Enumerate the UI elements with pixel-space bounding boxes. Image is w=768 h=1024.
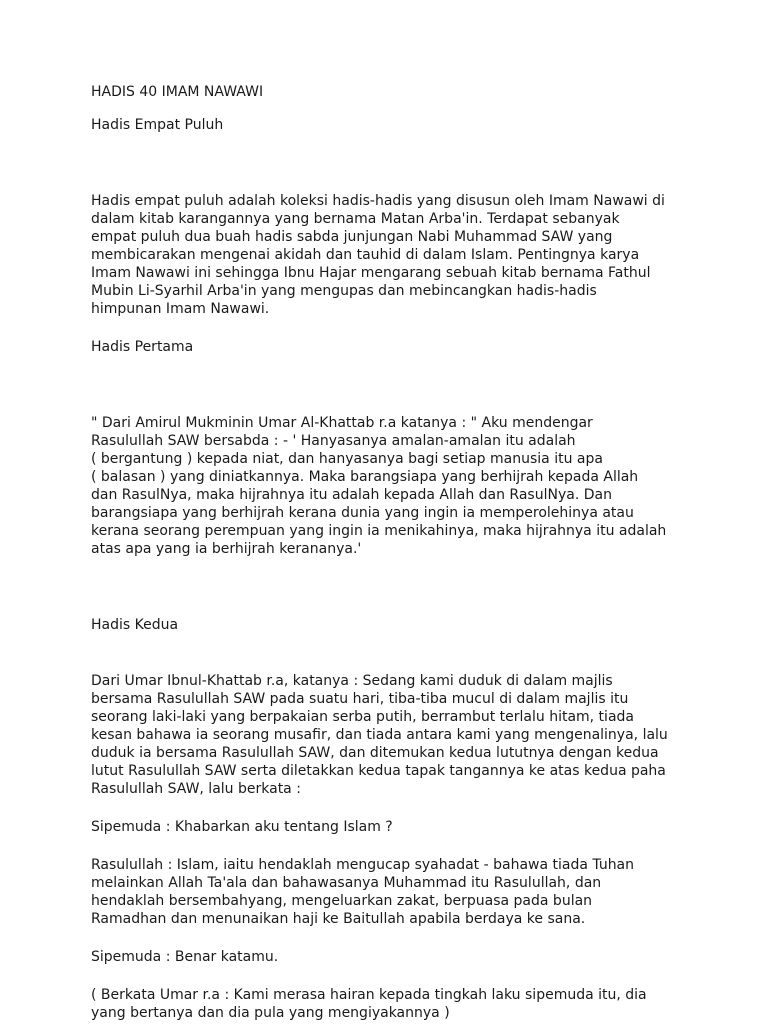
intro-line: Hadis empat puluh adalah koleksi hadis-hadis yang disusun oleh Imam Nawawi di [91, 193, 665, 209]
hadis-1-line: dan RasulNya, maka hijrahnya itu adalah kepada Allah dan RasulNya. Dan [91, 487, 612, 503]
dialog-umar-note [91, 986, 708, 1022]
hadis-2-line: seorang laki-laki yang berpakaian serba putih, berrambut terlalu hitam, tiada [91, 709, 634, 725]
hadis-2-line: duduk ia bersama Rasulullah SAW, dan ditemukan kedua lututnya dengan kedua [91, 745, 659, 761]
hadis-1-line: ( bergantung ) kepada niat, dan hanyasanya bagi setiap manusia itu apa [91, 451, 603, 467]
hadis-pertama-paragraph [91, 414, 708, 558]
hadis-1-line: kerana seorang perempuan yang ingin ia menikahinya, maka hijrahnya itu adalah [91, 523, 667, 539]
intro-line: empat puluh dua buah hadis sabda junjungan Nabi Muhammad SAW yang [91, 229, 613, 245]
dialog-rasulullah-answer [91, 856, 708, 928]
hadis-kedua-paragraph [91, 672, 708, 798]
hadis-1-line: Rasulullah SAW bersabda : - ' Hanyasanya amalan-amalan itu adalah [91, 433, 576, 449]
dialog-2-line: Rasulullah : Islam, iaitu hendaklah mengucap syahadat - bahawa tiada Tuhan [91, 857, 635, 873]
intro-line: Imam Nawawi ini sehingga Ibnu Hajar mengarang sebuah kitab bernama Fathul [91, 265, 651, 281]
dialog-sipemuda-confirm: Sipemuda : Benar katamu. [91, 949, 279, 965]
dialog-4-line: ( Berkata Umar r.a : Kami merasa hairan kepada tingkah laku sipemuda itu, dia [91, 987, 647, 1003]
hadis-2-line: lutut Rasulullah SAW serta diletakkan kedua tapak tangannya ke atas kedua paha [91, 763, 666, 779]
hadis-1-line: barangsiapa yang berhijrah kerana dunia yang ingin ia memperolehinya atau [91, 505, 634, 521]
hadis-1-line: ( balasan ) yang diniatkannya. Maka barangsiapa yang berhijrah kepada Allah [91, 469, 639, 485]
hadis-1-line: " Dari Amirul Mukminin Umar Al-Khattab r.a katanya : " Aku mendengar [91, 415, 593, 431]
intro-line: Mubin Li-Syarhil Arba'in yang mengupas dan mebincangkan hadis-hadis [91, 283, 597, 299]
heading-hadis-pertama: Hadis Pertama [91, 339, 194, 355]
dialog-2-line: Ramadhan dan menunaikan haji ke Baitullah apabila berdaya ke sana. [91, 911, 586, 927]
document-title: HADIS 40 IMAM NAWAWI [91, 84, 264, 100]
document-subtitle: Hadis Empat Puluh [91, 117, 224, 133]
intro-line: membicarakan mengenai akidah dan tauhid di dalam Islam. Pentingnya karya [91, 247, 640, 263]
hadis-2-line: kesan bahawa ia seorang musafir, dan tiada antara kami yang mengenalinya, lalu [91, 727, 668, 743]
hadis-2-line: bersama Rasulullah SAW pada suatu hari, tiba-tiba mucul di dalam majlis itu [91, 691, 629, 707]
dialog-sipemuda-question: Sipemuda : Khabarkan aku tentang Islam ? [91, 819, 393, 835]
intro-line: dalam kitab karangannya yang bernama Matan Arba'in. Terdapat sebanyak [91, 211, 620, 227]
dialog-4-line: yang bertanya dan dia pula yang mengiyakannya ) [91, 1005, 450, 1021]
dialog-2-line: melainkan Allah Ta'ala dan bahawasanya Muhammad itu Rasulullah, dan [91, 875, 602, 891]
heading-hadis-kedua: Hadis Kedua [91, 617, 179, 633]
hadis-2-line: Rasulullah SAW, lalu berkata : [91, 781, 301, 797]
hadis-2-line: Dari Umar Ibnul-Khattab r.a, katanya : Sedang kami duduk di dalam majlis [91, 673, 613, 689]
intro-line: himpunan Imam Nawawi. [91, 301, 270, 317]
dialog-2-line: hendaklah bersembahyang, mengeluarkan zakat, berpuasa pada bulan [91, 893, 593, 909]
intro-paragraph [91, 192, 708, 318]
hadis-1-line: atas apa yang ia berhijrah kerananya.' [91, 541, 362, 557]
